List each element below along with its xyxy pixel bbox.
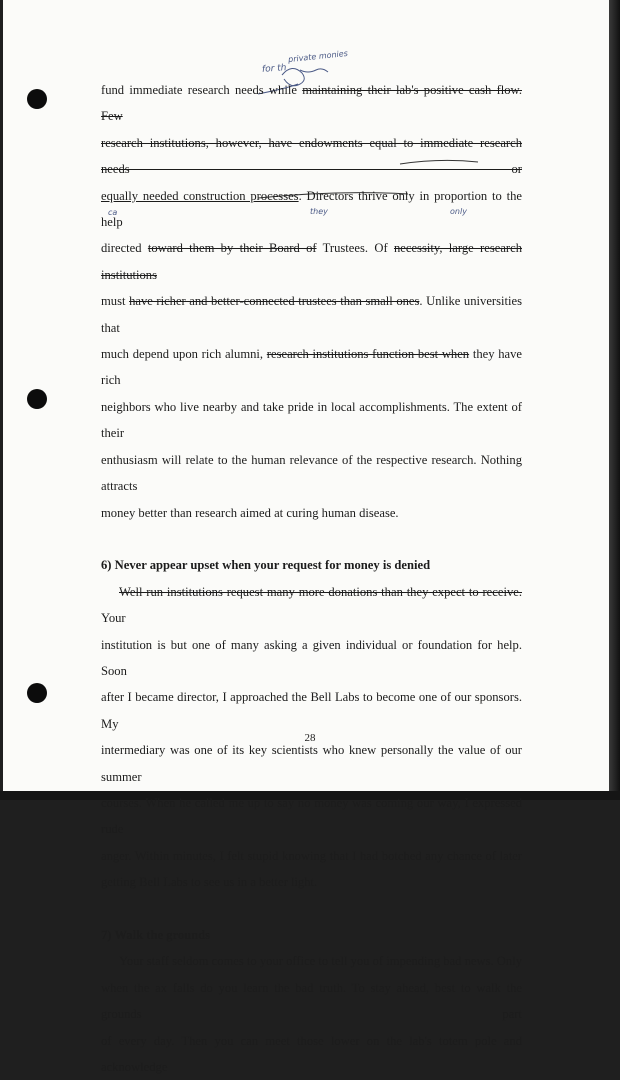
document-body (101, 77, 522, 1080)
body-line: institution is but one of many asking a given individual or foundation for help. Soon (101, 637, 522, 678)
pen-scribble-mark (300, 69, 328, 72)
body-line: Your staff seldom comes to your office to tell you of impending bad news. Only (119, 954, 522, 969)
body-line: much depend upon rich alumni, research institutions function best when they have rich (101, 347, 522, 388)
body-line: anger. Within minutes, I felt stupid knowing that I had botched any chance of later (101, 848, 522, 863)
body-line: Well run institutions request many more donations than they expect to receive. Your (101, 584, 522, 626)
body-line: money better than research aimed at curing human disease. (101, 505, 399, 520)
body-line: courses. When he called me up to say no money was coming our way, I expressed rude (101, 795, 522, 837)
body-line: intermediary was one of its key scientists who knew personally the value of our summer (101, 743, 522, 784)
page-number: 28 (304, 732, 316, 744)
body-line: when the ax falls do you learn the bad truth. To stay ahead, best to walk the grounds part (101, 980, 522, 1022)
handwritten-insert-only: only (450, 207, 467, 216)
handwritten-for-the: for th (261, 63, 287, 75)
body-line: enthusiasm will relate to the human relevance of the respective research. Nothing attracts (101, 452, 522, 494)
body-line: equally needed construction processes. Directors thrive only in proportion to the help (101, 188, 522, 230)
body-line: directed toward them by their Board of Trustees. Of necessity, large research institutions (101, 241, 522, 282)
body-line: of every day. Then you can meet those lower on the lab's totem pole and acknowledge (101, 1033, 522, 1074)
handwritten-margin-ca: ca (108, 208, 118, 217)
body-line: after I became director, I approached the Bell Labs to become one of our sponsors. My (101, 690, 522, 731)
body-line: research institutions, however, have endowments equal to immediate research needs or (101, 135, 522, 177)
body-line: neighbors who live nearby and take pride in local accomplishments. The extent of their (101, 399, 522, 441)
body-line: fund immediate research needs while maintaining their lab's positive cash flow. Few (101, 83, 522, 124)
section-heading-7: 7) Walk the grounds (101, 927, 211, 942)
body-line: getting Bell Labs to see us in a better light. (101, 875, 318, 890)
handwritten-private-monies: private monies (287, 48, 349, 65)
section-heading-6: 6) Never appear upset when your request for money is denied (101, 558, 431, 573)
handwritten-insert-they: they (310, 207, 328, 216)
body-line: must have richer and better-connected trustees than small ones. Unlike universities that (101, 294, 522, 335)
